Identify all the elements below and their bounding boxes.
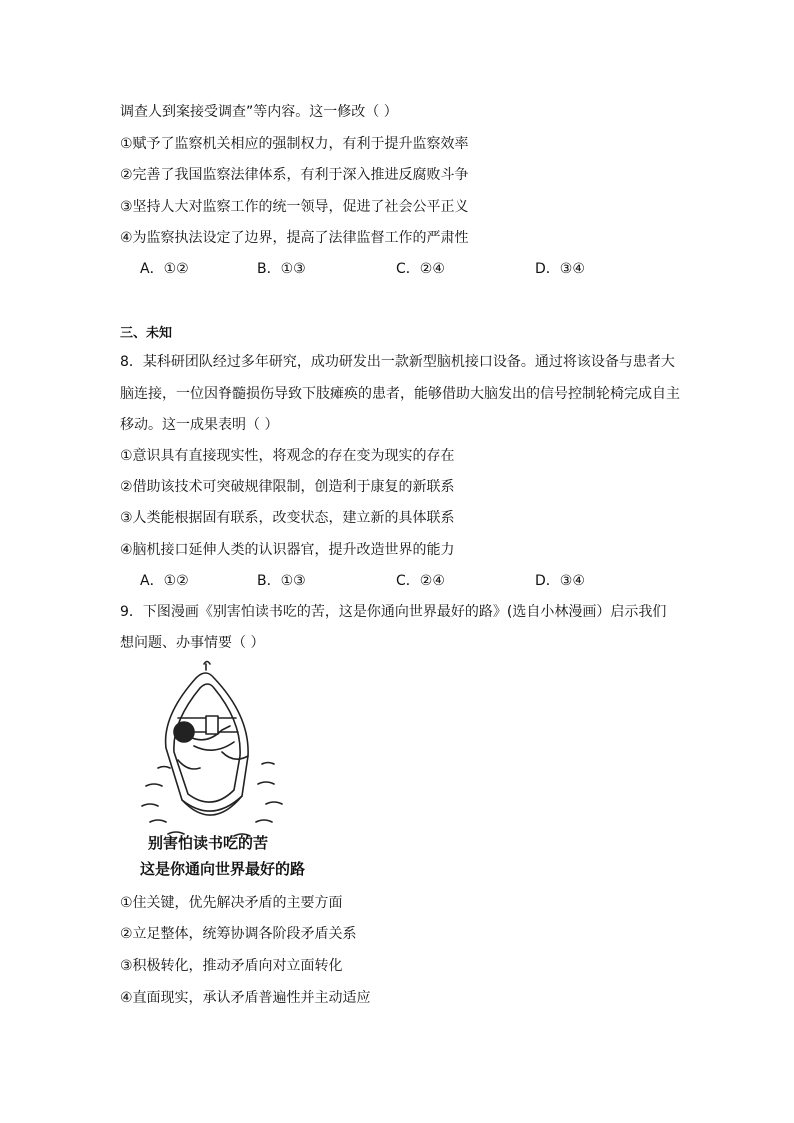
- q7-option-c[interactable]: C．②④: [396, 261, 445, 277]
- q9-item-1: ①住关键，优先解决矛盾的主要方面: [120, 895, 343, 911]
- q7-item-3: ③坚持人大对监察工作的统一领导，促进了社会公平正义: [120, 199, 469, 215]
- q8-option-b[interactable]: B．①③: [257, 573, 306, 589]
- cartoon-caption-line-1: 别害怕读书吃的苦: [148, 834, 269, 852]
- q7-item-1: ①赋予了监察机关相应的强制权力，有利于提升监察效率: [120, 136, 469, 152]
- section-title: 三、未知: [120, 326, 173, 341]
- q7-option-b[interactable]: B．①③: [257, 261, 306, 277]
- q8-stem-line-3: 移动。这一成果表明（ ）: [120, 417, 279, 433]
- q8-item-4: ④脑机接口延伸人类的认识器官，提升改造世界的能力: [120, 542, 455, 558]
- q8-stem-line-2: 脑连接，一位因脊髓损伤导致下肢瘫痪的患者，能够借助大脑发出的信号控制轮椅完成自主: [120, 386, 680, 402]
- q8-option-c[interactable]: C．②④: [396, 573, 445, 589]
- q8-option-d[interactable]: D．③④: [535, 573, 585, 589]
- q9-item-3: ③积极转化，推动矛盾向对立面转化: [120, 958, 343, 974]
- q7-item-2: ②完善了我国监察法律体系，有利于深入推进反腐败斗争: [120, 167, 469, 183]
- q8-item-2: ②借助该技术可突破规律限制，创造利于康复的新联系: [120, 479, 455, 495]
- cartoon-illustration: [138, 656, 306, 886]
- q9-stem-line-2: 想问题、办事情要（ ）: [120, 635, 265, 651]
- q7-stem-tail: 调查人到案接受调查”等内容。这一修改（ ）: [120, 104, 398, 120]
- q9-item-2: ②立足整体，统筹协调各阶段矛盾关系: [120, 926, 357, 942]
- q7-item-4: ④为监察执法设定了边界，提高了法律监督工作的严肃性: [120, 230, 469, 246]
- q8-option-a[interactable]: A．①②: [140, 573, 189, 589]
- q8-stem-line-1: 8．某科研团队经过多年研究，成功研发出一款新型脑机接口设备。通过将该设备与患者大: [120, 354, 675, 370]
- cartoon-caption-line-2: 这是你通向世界最好的路: [140, 860, 306, 878]
- boat-drawing: [142, 662, 282, 837]
- q8-item-3: ③人类能根据固有联系，改变状态，建立新的具体联系: [120, 510, 455, 526]
- q7-option-a[interactable]: A．①②: [140, 261, 189, 277]
- q7-option-d[interactable]: D．③④: [535, 261, 585, 277]
- q8-item-1: ①意识具有直接现实性，将观念的存在变为现实的存在: [120, 448, 455, 464]
- q9-item-4: ④直面现实，承认矛盾普遍性并主动适应: [120, 990, 371, 1006]
- q9-stem-line-1: 9．下图漫画《别害怕读书吃的苦，这是你通向世界最好的路》(选自小林漫画）启示我们: [120, 604, 667, 620]
